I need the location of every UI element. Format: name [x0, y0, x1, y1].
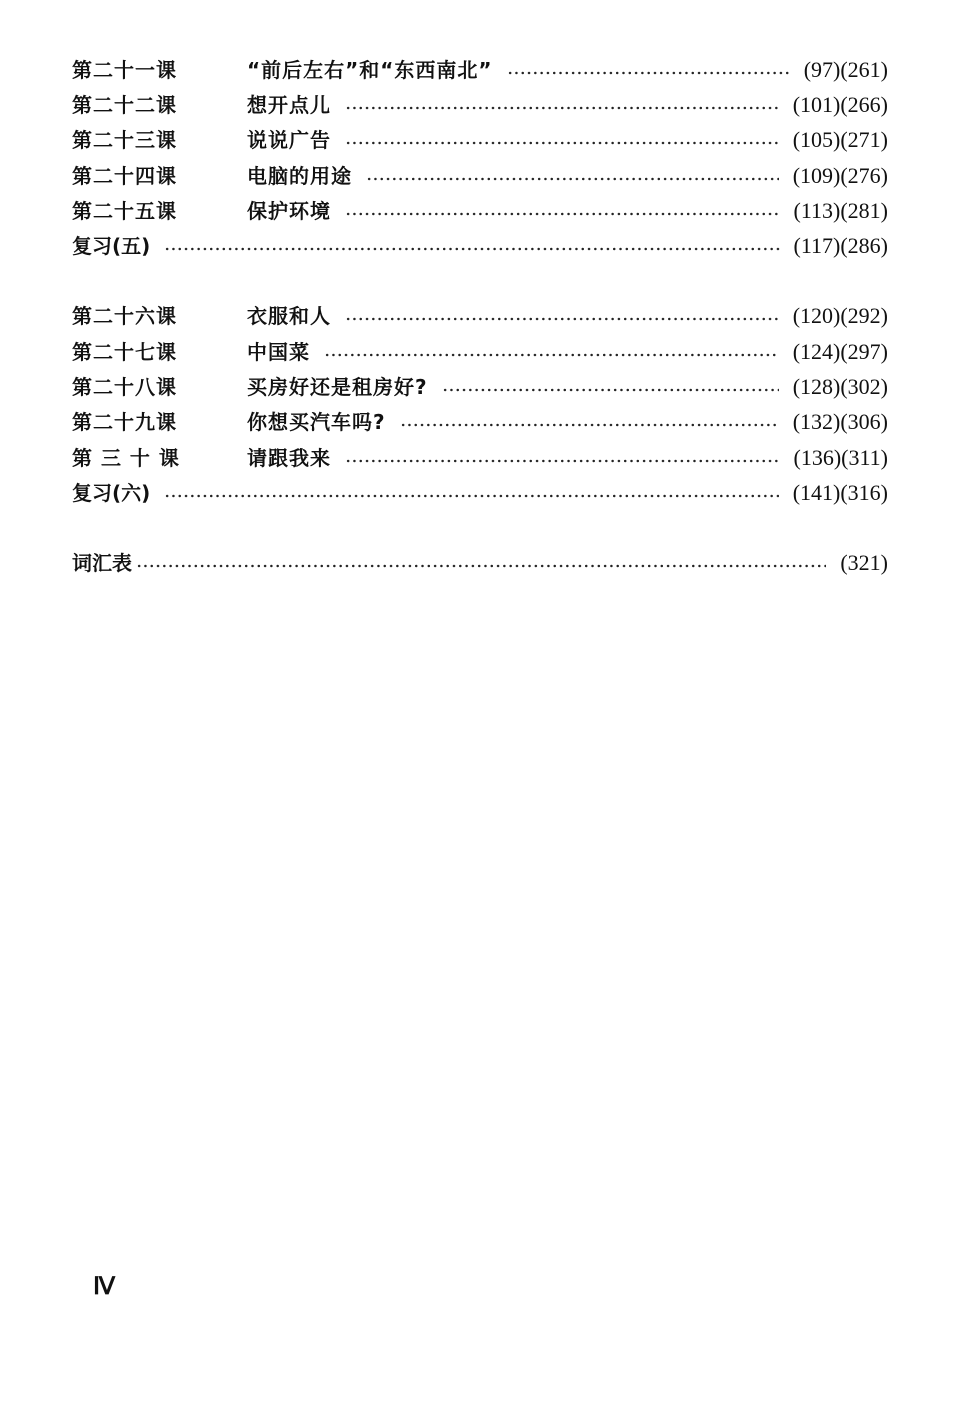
dot-leader [324, 352, 779, 358]
dot-leader [345, 458, 780, 464]
page-refs: (109)(276) [792, 162, 888, 188]
lesson-title: 电脑的用途 [247, 163, 352, 188]
lesson-number: 第二十六课 [72, 304, 177, 329]
lesson-number: 第二十一课 [72, 57, 177, 82]
lesson-number: 第二十七课 [72, 339, 177, 364]
toc-entry-glossary[interactable] [72, 546, 888, 581]
toc-entry[interactable] [72, 87, 888, 122]
dot-leader [136, 563, 826, 569]
dot-leader [507, 70, 790, 76]
page-refs: (117)(286) [793, 233, 888, 259]
toc-entry[interactable] [72, 52, 888, 87]
lesson-title: 衣服和人 [247, 304, 331, 329]
page-refs: (105)(271) [792, 127, 888, 153]
page-number: Ⅳ [93, 1274, 116, 1300]
lesson-title: 说说广告 [247, 128, 331, 153]
review-title: 复习(五) [72, 234, 151, 259]
lesson-number: 第二十九课 [72, 410, 177, 435]
dot-leader [345, 211, 780, 217]
lesson-number: 第二十五课 [72, 198, 177, 223]
glossary-title: 词汇表 [72, 551, 132, 576]
dot-leader [164, 493, 778, 499]
page-refs: (132)(306) [792, 409, 888, 435]
lesson-number: 第二十三课 [72, 128, 177, 153]
toc-entry-review[interactable] [72, 475, 888, 510]
page-refs: (136)(311) [793, 444, 888, 470]
lesson-title: 买房好还是租房好? [247, 375, 428, 400]
lesson-title: 你想买汽车吗? [247, 410, 386, 435]
lesson-number: 第二十四课 [72, 163, 177, 188]
lesson-title: 请跟我来 [247, 445, 331, 470]
toc-entry[interactable] [72, 193, 888, 228]
lesson-title: 中国菜 [247, 339, 310, 364]
lesson-title: 想开点儿 [247, 92, 331, 117]
toc-entry[interactable] [72, 158, 888, 193]
review-title: 复习(六) [72, 480, 151, 505]
page-refs: (128)(302) [792, 374, 888, 400]
dot-leader [442, 387, 779, 393]
lesson-title: 保护环境 [247, 198, 331, 223]
page-refs: (120)(292) [792, 303, 888, 329]
dot-leader [345, 140, 779, 146]
dot-leader [400, 422, 779, 428]
page-refs: (101)(266) [792, 91, 888, 117]
toc-entry[interactable] [72, 440, 888, 475]
page-refs: (321) [840, 550, 888, 576]
dot-leader [345, 316, 779, 322]
page-refs: (113)(281) [793, 197, 888, 223]
lesson-number: 第二十八课 [72, 375, 177, 400]
toc-entry[interactable] [72, 405, 888, 440]
toc-entry[interactable] [72, 369, 888, 404]
dot-leader [366, 176, 779, 182]
dot-leader [164, 246, 779, 252]
table-of-contents [72, 52, 888, 581]
lesson-title: “前后左右”和“东西南北” [247, 57, 493, 82]
lesson-number: 第 三 十 课 [72, 445, 180, 470]
page-refs: (97)(261) [803, 56, 888, 82]
page-refs: (124)(297) [792, 338, 888, 364]
toc-entry-review[interactable] [72, 228, 888, 263]
toc-entry[interactable] [72, 334, 888, 369]
toc-entry[interactable] [72, 123, 888, 158]
lesson-number: 第二十二课 [72, 92, 177, 117]
dot-leader [345, 105, 779, 111]
toc-entry[interactable] [72, 299, 888, 334]
page-refs: (141)(316) [792, 479, 888, 505]
